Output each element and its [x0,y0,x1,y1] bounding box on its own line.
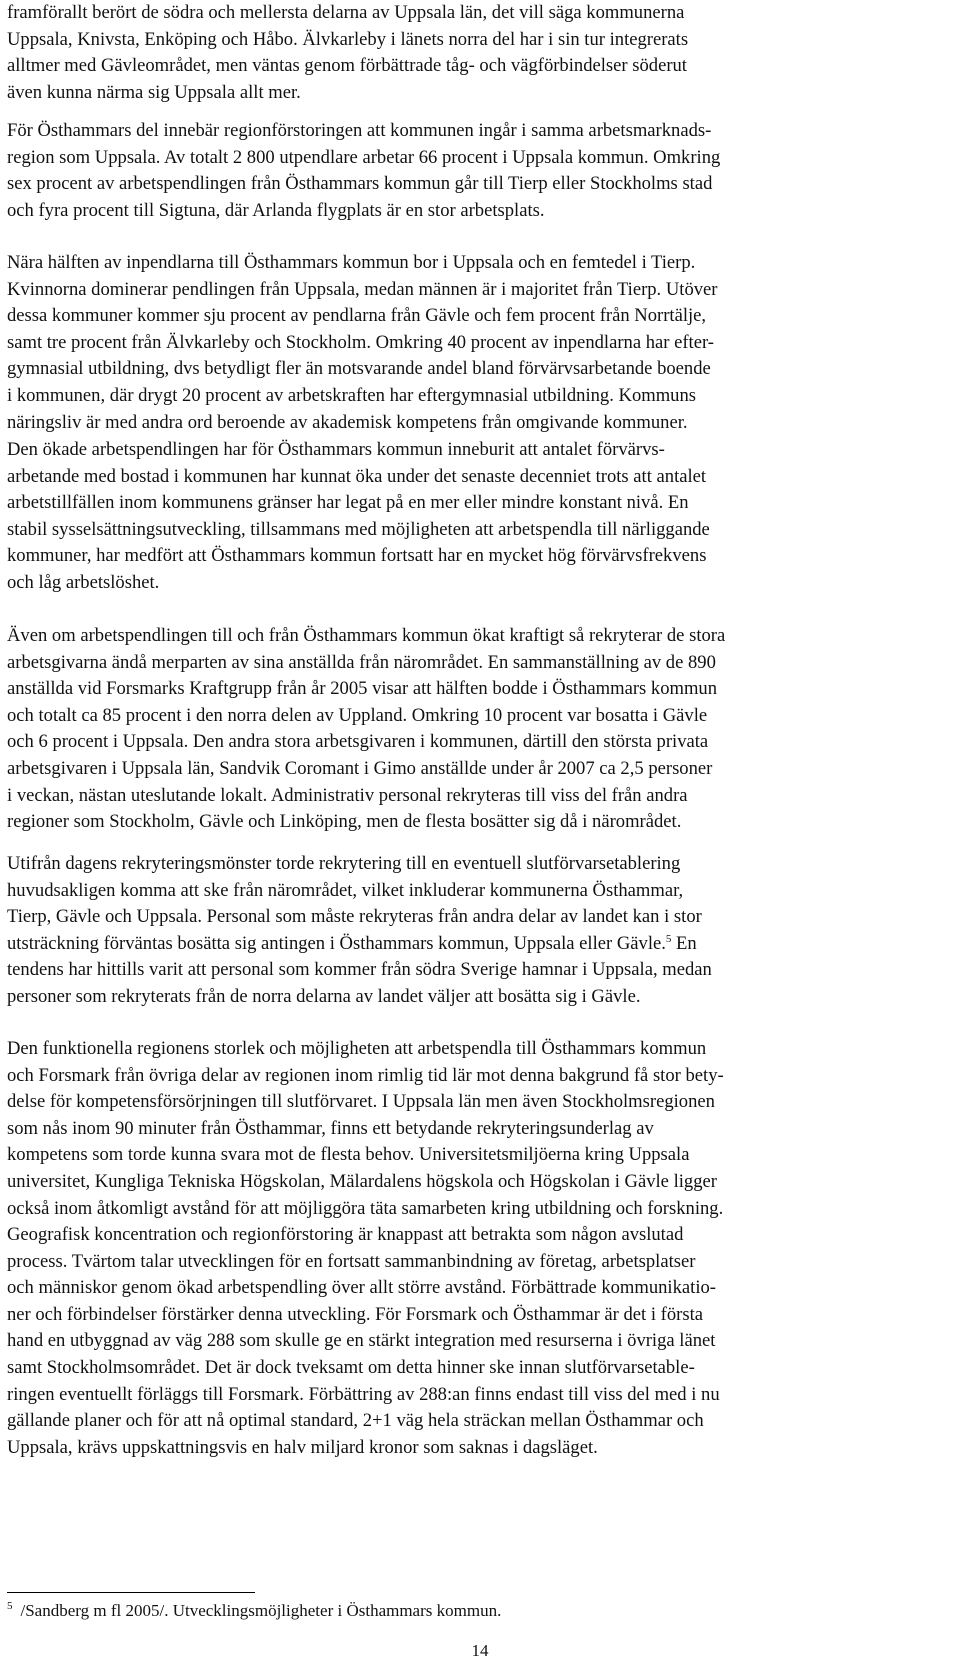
text-line: Kvinnorna dominerar pendlingen från Uppsala, medan männen är i majoritet från Tierp. Utöver [7,278,718,300]
text-line: Uppsala, Knivsta, Enköping och Håbo. Älvkarleby i länets norra del har i sin tur integrerats [7,28,689,50]
text-line: gymnasial utbildning, dvs betydligt fler än motsvarande andel bland förvärvsarbetande boende [7,358,711,380]
text-line: som nås inom 90 minuter från Östhammar, finns ett betydande rekryteringsunderlag av [7,1117,654,1139]
text-line: och låg arbetslöshet. [7,571,160,593]
text-line: näringsliv är med andra ord beroende av akademisk kompetens från omgivande kommuner. [7,411,688,433]
text-line: och 6 procent i Uppsala. Den andra stora arbetsgivaren i kommunen, därtill den största privata [7,731,709,753]
footnote [7,1599,947,1623]
text-line: Även om arbetspendlingen till och från Östhammars kommun ökat kraftigt så rekryterar de stora [7,625,726,646]
text-segment: En [671,932,697,954]
text-line: i kommunen, där drygt 20 procent av arbetskraften har eftergymnasial utbildning. Kommuns [7,384,697,406]
paragraph [7,0,688,106]
text-line: regioner som Stockholm, Gävle och Linköping, men de flesta bosätter sig då i närområdet. [7,811,682,833]
text-line: Uppsala, krävs uppskattningsvis en halv miljard kronor som saknas i dagsläget. [7,1436,598,1458]
footnote-text: /Sandberg m fl 2005/. Utvecklingsmöjligheter i Östhammars kommun. [20,1601,502,1620]
text-segment: utsträckning förväntas bosätta sig antingen i Östhammars kommun, Uppsala eller Gävle. [7,932,666,954]
footnote-number: 5 [7,1600,13,1613]
text-line: och Forsmark från övriga delar av regionen inom rimlig tid lär mot denna bakgrund få stor bety- [7,1064,724,1086]
paragraph [7,1036,724,1222]
text-line: samt tre procent från Älvkarleby och Stockholm. Omkring 40 procent av inpendlarna har efter- [7,331,714,353]
paragraph [7,437,710,597]
text-line: sex procent av arbetspendlingen från Östhammars kommun går till Tierp eller Stockholms stad [7,173,713,195]
text-line: delse för kompetensförsörjningen till slutförvaret. I Uppsala län men även Stockholmsregionen [7,1091,715,1113]
text-line: dessa kommuner kommer sju procent av pendlarna från Gävle och fem procent från Norrtälje, [7,305,707,327]
text-line: kommuner, har medfört att Östhammars kommun fortsatt har en mycket hög förvärvsfrekvens [7,545,707,567]
text-line: process. Tvärtom talar utvecklingen för en fortsatt sammanbindning av företag, arbetsplatser [7,1250,696,1272]
paragraph [7,250,717,436]
text-line: Geografisk koncentration och regionförstoring är knappast att betrakta som någon avslutad [7,1224,684,1245]
text-line: framförallt berört de södra och mellersta delarna av Uppsala län, det vill säga kommunerna [7,2,685,23]
text-line: kompetens som torde kunna svara mot de flesta behov. Universitetsmiljöerna kring Uppsala [7,1144,690,1166]
text-line: huvudsakligen komma att ske från närområdet, vilket inkluderar kommunerna Östhammar, [7,879,684,901]
paragraph [7,118,720,224]
text-line: alltmer med Gävleområdet, men väntas genom förbättrade tåg- och vägförbindelser söderut [7,55,687,77]
text-line: också inom åtkomligt avstånd för att möjliggöra täta samarbeten kring utbildning och forskning. [7,1197,724,1219]
text-line: region som Uppsala. Av totalt 2 800 utpendlare arbetar 66 procent i Uppsala kommun. Omkring [7,146,721,168]
text-line: personer som rekryterats från de norra delarna av landet väljer att bosätta sig i Gävle. [7,985,641,1007]
text-line: ner och förbindelser förstärker denna utveckling. För Forsmark och Östhammar är det i första [7,1303,704,1325]
text-line: och fyra procent till Sigtuna, där Arlanda flygplats är en stor arbetsplats. [7,199,545,221]
text-line: arbetstillfällen inom kommunens gränser har legat på en mer eller mindre konstant nivå. En [7,492,689,514]
text-line: i veckan, nästan uteslutande lokalt. Administrativ personal rekryteras till viss del från andra [7,784,688,806]
text-line: stabil sysselsättningsutveckling, tillsammans med möjligheten att arbetspendla till närliggande [7,518,710,540]
paragraph [7,851,712,1011]
text-line: arbetsgivarna ändå merparten av sina anställda från närområdet. En sammanställning av de 890 [7,651,716,673]
text-line: och människor genom ökad arbetspendling över allt större avstånd. Förbättrade kommunikatio- [7,1277,716,1299]
text-line: hand en utbyggnad av väg 288 som skulle ge en stärkt integration med resurserna i övriga länet [7,1330,716,1352]
text-line: Tierp, Gävle och Uppsala. Personal som måste rekryteras från andra delar av landet kan i stor [7,906,702,928]
text-line [7,931,712,958]
footnote-divider [7,1592,255,1593]
text-line: Den ökade arbetspendlingen har för Östhammars kommun inneburit att antalet förvärvs- [7,439,665,460]
text-line: arbetande med bostad i kommunen har kunnat öka under det senaste decenniet trots att antalet [7,465,707,487]
text-line: och totalt ca 85 procent i den norra delen av Uppland. Omkring 10 procent var bosatta i Gävle [7,704,708,726]
text-line: arbetsgivaren i Uppsala län, Sandvik Coromant i Gimo anställde under år 2007 ca 2,5 personer [7,757,713,779]
paragraph [7,623,725,836]
footnote-reference[interactable]: 5 [665,932,672,945]
text-line: även kunna närma sig Uppsala allt mer. [7,81,301,103]
text-line: anställda vid Forsmarks Kraftgrupp från år 2005 visar att hälften bodde i Östhammars kommun [7,678,718,700]
text-line: Den funktionella regionens storlek och möjligheten att arbetspendla till Östhammars kommun [7,1038,707,1059]
text-line: gällande planer och för att nå optimal standard, 2+1 väg hela sträckan mellan Östhammar och [7,1410,704,1432]
text-line: universitet, Kungliga Tekniska Högskolan, Mälardalens högskola och Högskolan i Gävle ligger [7,1170,717,1192]
text-line: samt Stockholmsområdet. Det är dock tveksamt om detta hinner ske innan slutförvarsetable- [7,1356,695,1378]
paragraph [7,1222,720,1461]
text-line: Utifrån dagens rekryteringsmönster torde rekrytering till en eventuell slutförvarsetablering [7,853,681,874]
text-line: Nära hälften av inpendlarna till Östhammars kommun bor i Uppsala och en femtedel i Tierp. [7,252,696,273]
page-number: 14 [471,1641,489,1660]
text-line: För Östhammars del innebär regionförstoringen att kommunen ingår i samma arbetsmarknads- [7,120,712,141]
text-line: ringen eventuellt förläggs till Forsmark. Förbättring av 288:an finns endast till viss del med i nu [7,1383,720,1405]
text-line: tendens har hittills varit att personal som kommer från södra Sverige hamnar i Uppsala, medan [7,959,712,981]
